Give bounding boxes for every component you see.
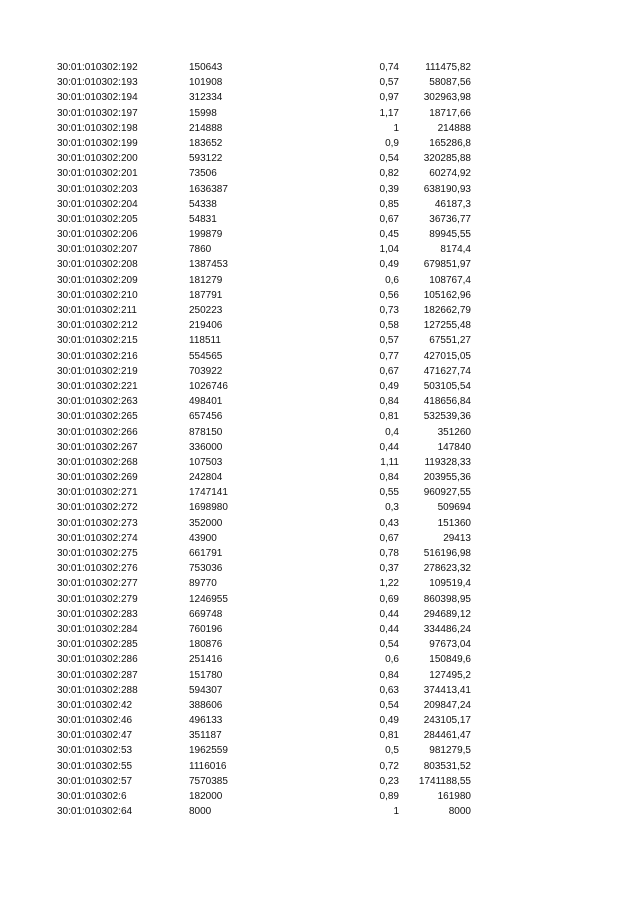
table-row	[0, 242, 640, 257]
table-row	[0, 713, 640, 728]
coefficient-cell: 0,6	[385, 654, 399, 666]
cadastral-number-cell: 30:01:010302:210	[57, 289, 138, 301]
coefficient-cell: 0,45	[379, 229, 399, 241]
cadastral-number-cell: 30:01:010302:277	[57, 578, 138, 590]
table-row	[0, 349, 640, 364]
coefficient-cell: 1	[393, 806, 399, 818]
cadastral-number-cell: 30:01:010302:197	[57, 107, 138, 119]
coefficient-cell: 0,84	[379, 396, 399, 408]
value-cell: 471627,74	[423, 365, 471, 377]
cadastral-number-cell: 30:01:010302:283	[57, 608, 138, 620]
cadastral-number-cell: 30:01:010302:221	[57, 380, 138, 392]
table-row	[0, 683, 640, 698]
cadastral-number-cell: 30:01:010302:206	[57, 229, 138, 241]
value-cell: 203955,36	[423, 472, 471, 484]
cadastral-number-cell: 30:01:010302:284	[57, 623, 138, 635]
value-cell: 150849,6	[429, 654, 471, 666]
coefficient-cell: 0,3	[385, 502, 399, 514]
cadastral-number-cell: 30:01:010302:199	[57, 137, 138, 149]
value-cell: 679851,97	[423, 259, 471, 271]
value-cell: 108767,4	[429, 274, 471, 286]
value-cell: 46187,3	[434, 198, 471, 210]
table-row	[0, 394, 640, 409]
area-cell: 187791	[189, 289, 223, 301]
cadastral-number-cell: 30:01:010302:211	[57, 305, 137, 316]
cadastral-number-cell: 30:01:010302:273	[57, 517, 138, 529]
coefficient-cell: 0,49	[379, 259, 399, 271]
table-row	[0, 607, 640, 622]
coefficient-cell: 0,37	[379, 563, 399, 575]
value-cell: 127255,48	[423, 320, 471, 332]
table-row	[0, 637, 640, 652]
value-cell: 67551,27	[429, 335, 471, 347]
data-table	[0, 60, 640, 819]
value-cell: 182662,79	[423, 305, 471, 316]
table-row	[0, 425, 640, 440]
area-cell: 1698980	[189, 502, 228, 514]
cadastral-number-cell: 30:01:010302:42	[57, 699, 133, 711]
cadastral-number-cell: 30:01:010302:274	[57, 532, 138, 544]
cadastral-number-cell: 30:01:010302:219	[57, 365, 138, 377]
value-cell: 60274,92	[429, 168, 471, 180]
value-cell: 334486,24	[423, 623, 471, 635]
coefficient-cell: 0,44	[379, 608, 399, 620]
area-cell: 182000	[189, 791, 223, 802]
table-row	[0, 576, 640, 591]
cadastral-number-cell: 30:01:010302:205	[57, 213, 138, 225]
coefficient-cell: 0,55	[379, 487, 399, 499]
table-row	[0, 318, 640, 333]
coefficient-cell: 0,81	[379, 730, 399, 742]
area-cell: 352000	[189, 517, 223, 529]
coefficient-cell: 0,69	[379, 593, 399, 605]
value-cell: 532539,36	[423, 411, 471, 423]
area-cell: 760196	[189, 623, 223, 635]
table-row	[0, 561, 640, 576]
value-cell: 509694	[437, 502, 471, 514]
table-row	[0, 333, 640, 348]
value-cell: 147840	[437, 441, 471, 453]
table-row	[0, 546, 640, 561]
table-row	[0, 728, 640, 743]
coefficient-cell: 0,81	[379, 411, 399, 423]
area-cell: 219406	[189, 320, 223, 332]
value-cell: 981279,5	[429, 745, 471, 757]
cadastral-number-cell: 30:01:010302:204	[57, 198, 138, 210]
area-cell: 312334	[189, 92, 223, 104]
value-cell: 29413	[443, 532, 471, 544]
value-cell: 320285,88	[423, 153, 471, 165]
value-cell: 18717,66	[429, 107, 471, 119]
area-cell: 388606	[189, 699, 223, 711]
cadastral-number-cell: 30:01:010302:288	[57, 684, 138, 696]
area-cell: 89770	[189, 578, 217, 590]
coefficient-cell: 0,67	[379, 213, 399, 225]
area-cell: 73506	[189, 168, 217, 180]
area-cell: 150643	[189, 62, 223, 73]
coefficient-cell: 0,74	[379, 62, 399, 73]
value-cell: 214888	[437, 122, 471, 134]
cadastral-number-cell: 30:01:010302:207	[57, 244, 138, 256]
value-cell: 127495,2	[429, 669, 471, 681]
cadastral-number-cell: 30:01:010302:266	[57, 426, 138, 438]
table-row	[0, 75, 640, 90]
table-row	[0, 774, 640, 789]
table-row	[0, 485, 640, 500]
area-cell: 101908	[189, 77, 223, 89]
table-row	[0, 409, 640, 424]
value-cell: 284461,47	[423, 730, 471, 742]
cadastral-number-cell: 30:01:010302:272	[57, 502, 138, 514]
cadastral-number-cell: 30:01:010302:64	[57, 806, 133, 818]
table-row	[0, 303, 640, 318]
table-row	[0, 531, 640, 546]
cadastral-number-cell: 30:01:010302:192	[57, 62, 138, 73]
cadastral-number-cell: 30:01:010302:46	[57, 715, 133, 727]
table-row	[0, 151, 640, 166]
coefficient-cell: 0,39	[379, 183, 399, 195]
table-row	[0, 166, 640, 181]
value-cell: 638190,93	[423, 183, 471, 195]
cadastral-number-cell: 30:01:010302:267	[57, 441, 138, 453]
value-cell: 1741188,55	[418, 775, 471, 787]
table-row	[0, 136, 640, 151]
area-cell: 54831	[189, 213, 217, 225]
area-cell: 661791	[189, 548, 223, 559]
table-row	[0, 516, 640, 531]
value-cell: 803531,52	[423, 760, 471, 772]
value-cell: 418656,84	[423, 396, 471, 408]
value-cell: 8000	[448, 806, 471, 818]
area-cell: 1636387	[189, 183, 228, 195]
coefficient-cell: 0,84	[379, 669, 399, 681]
value-cell: 294689,12	[423, 608, 471, 620]
cadastral-number-cell: 30:01:010302:265	[57, 411, 138, 423]
coefficient-cell: 0,43	[379, 517, 399, 529]
area-cell: 878150	[189, 426, 223, 438]
table-row	[0, 182, 640, 197]
cadastral-number-cell: 30:01:010302:209	[57, 274, 138, 286]
cadastral-number-cell: 30:01:010302:208	[57, 259, 138, 271]
coefficient-cell: 0,6	[385, 274, 399, 286]
table-row	[0, 592, 640, 607]
coefficient-cell: 0,67	[379, 365, 399, 377]
area-cell: 1962559	[189, 745, 228, 757]
coefficient-cell: 1	[393, 122, 399, 134]
coefficient-cell: 0,67	[379, 532, 399, 544]
area-cell: 669748	[189, 608, 223, 620]
cadastral-number-cell: 30:01:010302:201	[57, 168, 138, 180]
area-cell: 351187	[189, 730, 222, 742]
area-cell: 594307	[189, 684, 223, 696]
table-row	[0, 212, 640, 227]
area-cell: 1026746	[189, 380, 228, 392]
coefficient-cell: 0,77	[379, 350, 399, 362]
cadastral-number-cell: 30:01:010302:275	[57, 548, 138, 559]
value-cell: 165286,8	[429, 137, 471, 149]
table-row	[0, 106, 640, 121]
area-cell: 498401	[189, 396, 223, 408]
area-cell: 554565	[189, 350, 223, 362]
table-row	[0, 470, 640, 485]
coefficient-cell: 1,11	[380, 456, 399, 468]
cadastral-number-cell: 30:01:010302:193	[57, 77, 138, 89]
cadastral-number-cell: 30:01:010302:194	[57, 92, 138, 104]
coefficient-cell: 0,56	[379, 289, 399, 301]
coefficient-cell: 0,44	[379, 623, 399, 635]
area-cell: 1387453	[189, 259, 228, 271]
area-cell: 251416	[189, 654, 223, 666]
table-row	[0, 257, 640, 272]
area-cell: 242804	[189, 472, 223, 484]
coefficient-cell: 0,58	[379, 320, 399, 332]
area-cell: 753036	[189, 563, 223, 575]
table-row	[0, 622, 640, 637]
table-row	[0, 652, 640, 667]
value-cell: 119328,33	[424, 456, 471, 468]
value-cell: 58087,56	[429, 77, 471, 89]
value-cell: 427015,05	[423, 350, 471, 362]
cadastral-number-cell: 30:01:010302:53	[57, 745, 133, 757]
value-cell: 860398,95	[423, 593, 471, 605]
area-cell: 180876	[189, 639, 223, 651]
coefficient-cell: 0,49	[379, 380, 399, 392]
table-row	[0, 759, 640, 774]
coefficient-cell: 0,57	[379, 77, 399, 89]
cadastral-number-cell: 30:01:010302:263	[57, 396, 138, 408]
cadastral-number-cell: 30:01:010302:285	[57, 639, 138, 651]
value-cell: 278623,32	[423, 563, 471, 575]
coefficient-cell: 0,54	[379, 153, 399, 165]
area-cell: 657456	[189, 411, 223, 423]
cadastral-number-cell: 30:01:010302:287	[57, 669, 138, 681]
coefficient-cell: 0,82	[379, 168, 399, 180]
value-cell: 516196,98	[423, 548, 471, 559]
value-cell: 351260	[437, 426, 471, 438]
table-row	[0, 197, 640, 212]
area-cell: 15998	[189, 107, 217, 119]
coefficient-cell: 0,57	[379, 335, 399, 347]
cadastral-number-cell: 30:01:010302:203	[57, 183, 138, 195]
value-cell: 111475,82	[425, 62, 471, 73]
table-row	[0, 668, 640, 683]
area-cell: 181279	[189, 274, 223, 286]
cadastral-number-cell: 30:01:010302:215	[57, 335, 138, 347]
area-cell: 703922	[189, 365, 223, 377]
area-cell: 7860	[189, 244, 212, 256]
cadastral-number-cell: 30:01:010302:6	[57, 791, 127, 802]
cadastral-number-cell: 30:01:010302:55	[57, 760, 133, 772]
table-row	[0, 121, 640, 136]
coefficient-cell: 0,89	[379, 791, 399, 802]
cadastral-number-cell: 30:01:010302:212	[57, 320, 138, 332]
cadastral-number-cell: 30:01:010302:47	[57, 730, 133, 742]
table-row	[0, 273, 640, 288]
value-cell: 89945,55	[429, 229, 471, 241]
cadastral-number-cell: 30:01:010302:57	[57, 775, 133, 787]
coefficient-cell: 0,5	[385, 745, 399, 757]
area-cell: 496133	[189, 715, 223, 727]
cadastral-number-cell: 30:01:010302:279	[57, 593, 138, 605]
coefficient-cell: 0,49	[379, 715, 399, 727]
area-cell: 118511	[189, 335, 221, 347]
area-cell: 8000	[189, 806, 212, 818]
area-cell: 1116016	[189, 760, 227, 772]
table-row	[0, 288, 640, 303]
table-row	[0, 227, 640, 242]
table-row	[0, 804, 640, 819]
area-cell: 1246955	[189, 593, 228, 605]
value-cell: 8174,4	[440, 244, 471, 256]
coefficient-cell: 0,72	[379, 760, 399, 772]
area-cell: 214888	[189, 122, 223, 134]
cadastral-number-cell: 30:01:010302:276	[57, 563, 138, 575]
value-cell: 109519,4	[429, 578, 471, 590]
cadastral-number-cell: 30:01:010302:269	[57, 472, 138, 484]
value-cell: 36736,77	[429, 213, 471, 225]
cadastral-number-cell: 30:01:010302:268	[57, 456, 138, 468]
value-cell: 97673,04	[429, 639, 471, 651]
coefficient-cell: 0,78	[379, 548, 399, 559]
value-cell: 243105,17	[423, 715, 471, 727]
coefficient-cell: 0,9	[385, 137, 399, 149]
cadastral-number-cell: 30:01:010302:198	[57, 122, 138, 134]
coefficient-cell: 0,54	[379, 639, 399, 651]
area-cell: 107503	[189, 456, 223, 468]
value-cell: 105162,96	[423, 289, 471, 301]
value-cell: 302963,98	[423, 92, 471, 104]
table-row	[0, 60, 640, 75]
coefficient-cell: 1,04	[379, 244, 399, 256]
cadastral-number-cell: 30:01:010302:216	[57, 350, 138, 362]
value-cell: 374413,41	[423, 684, 471, 696]
coefficient-cell: 0,63	[379, 684, 399, 696]
area-cell: 250223	[189, 305, 223, 316]
table-row	[0, 500, 640, 515]
area-cell: 1747141	[189, 487, 228, 499]
value-cell: 151360	[437, 517, 471, 529]
coefficient-cell: 0,85	[379, 198, 399, 210]
table-row	[0, 440, 640, 455]
coefficient-cell: 0,44	[379, 441, 399, 453]
value-cell: 960927,55	[423, 487, 471, 499]
value-cell: 209847,24	[423, 699, 471, 711]
cadastral-number-cell: 30:01:010302:286	[57, 654, 138, 666]
area-cell: 336000	[189, 441, 223, 453]
area-cell: 7570385	[189, 775, 228, 787]
table-row	[0, 743, 640, 758]
cadastral-number-cell: 30:01:010302:271	[57, 487, 138, 499]
coefficient-cell: 0,23	[379, 775, 399, 787]
coefficient-cell: 0,73	[379, 305, 399, 316]
area-cell: 183652	[189, 137, 223, 149]
value-cell: 161980	[437, 791, 471, 802]
coefficient-cell: 1,17	[379, 107, 399, 119]
table-row	[0, 698, 640, 713]
table-row	[0, 364, 640, 379]
table-row	[0, 379, 640, 394]
area-cell: 43900	[189, 532, 217, 544]
coefficient-cell: 0,54	[379, 699, 399, 711]
cadastral-number-cell: 30:01:010302:200	[57, 153, 138, 165]
coefficient-cell: 0,4	[385, 426, 399, 438]
coefficient-cell: 0,97	[379, 92, 399, 104]
coefficient-cell: 1,22	[379, 578, 399, 590]
coefficient-cell: 0,84	[379, 472, 399, 484]
area-cell: 593122	[189, 153, 223, 165]
value-cell: 503105,54	[423, 380, 471, 392]
area-cell: 54338	[189, 198, 217, 210]
table-row	[0, 789, 640, 804]
table-row	[0, 90, 640, 105]
area-cell: 199879	[189, 229, 223, 241]
table-row	[0, 455, 640, 470]
area-cell: 151780	[189, 669, 223, 681]
